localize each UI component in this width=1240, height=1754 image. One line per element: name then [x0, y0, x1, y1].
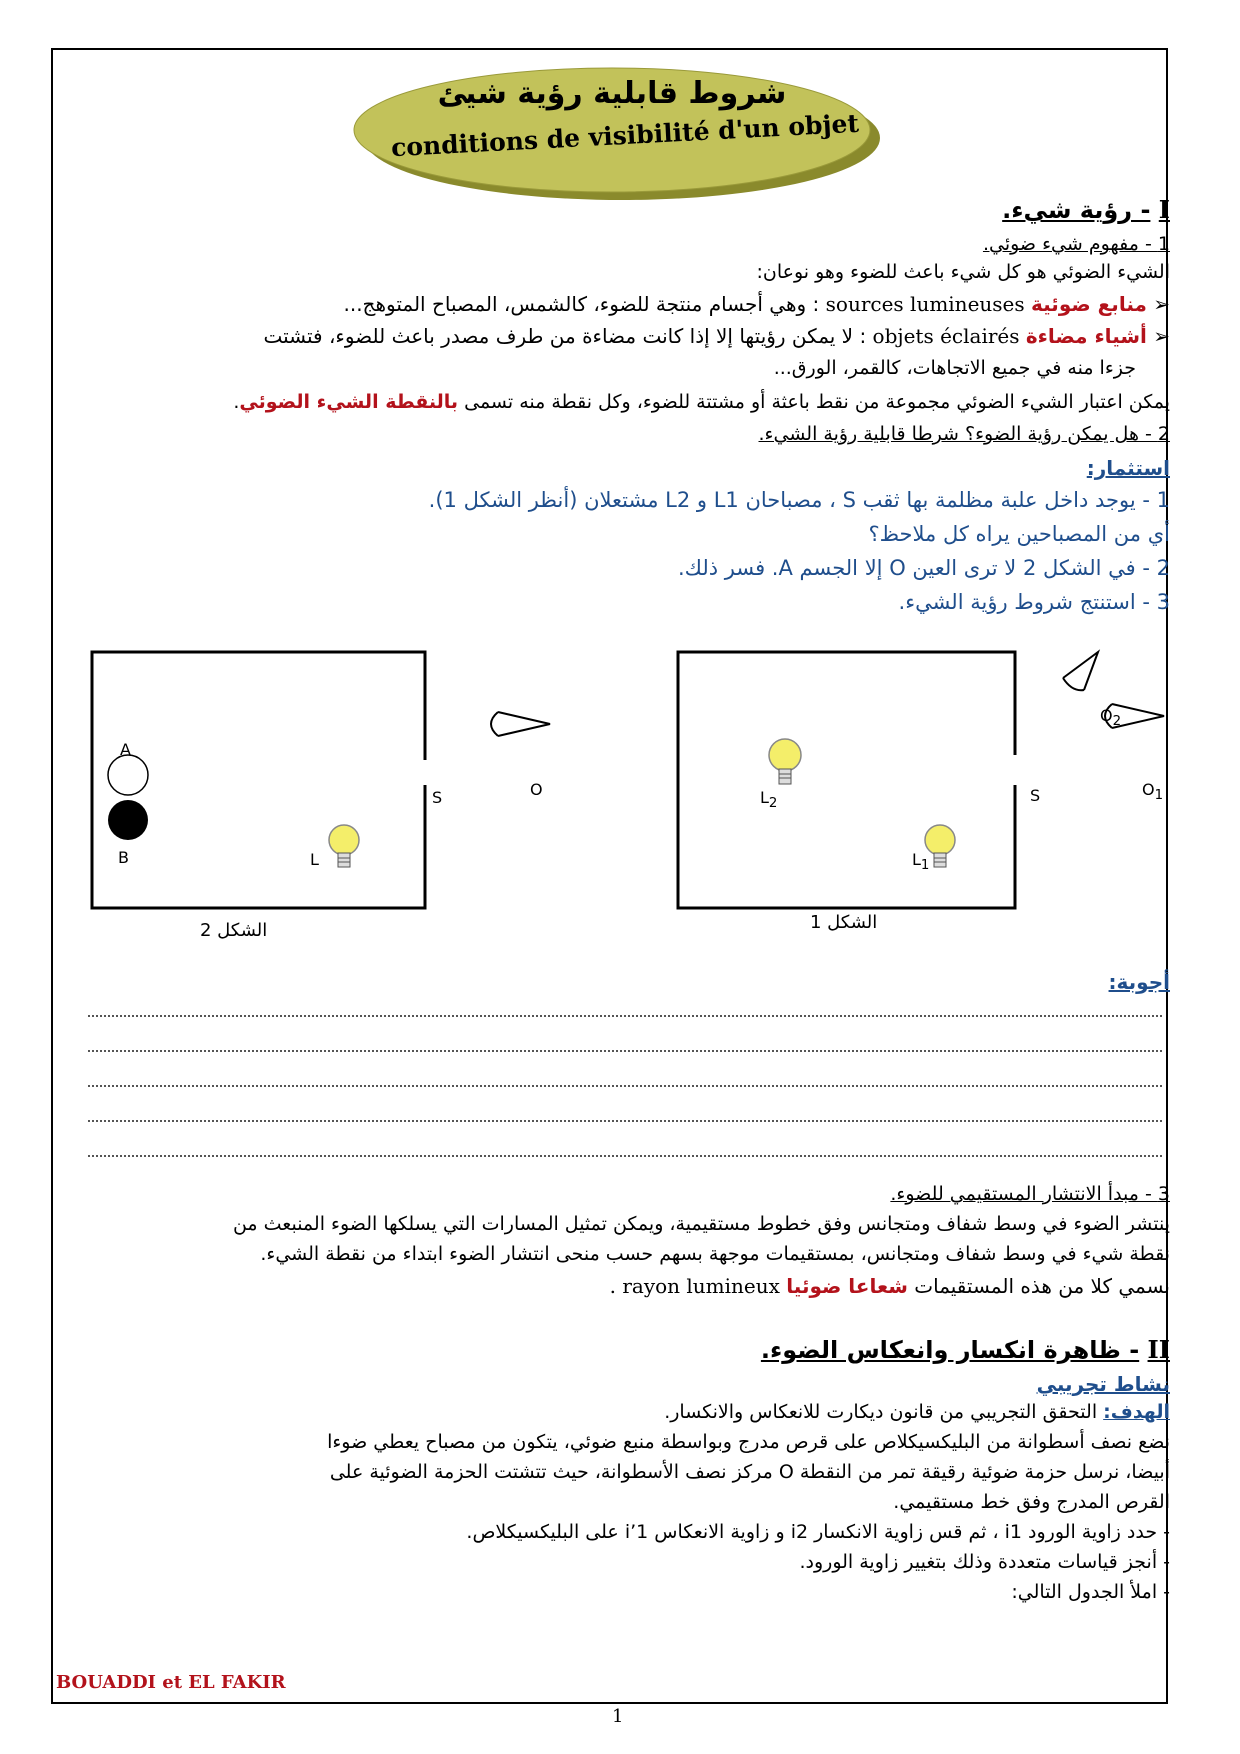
- eye-o2-icon: [1063, 652, 1098, 690]
- label-l2-sub: 2: [768, 796, 778, 812]
- term-objects-fr: objets éclairés: [872, 324, 1020, 348]
- label-b: B: [118, 848, 129, 867]
- label-a: A: [120, 740, 131, 759]
- answer-line[interactable]: [88, 1155, 1162, 1157]
- term-sources-fr: sources lumineuses: [825, 292, 1025, 316]
- label-o2-main: O: [1100, 706, 1113, 725]
- section1-title: - رؤية شيء.: [1002, 196, 1151, 224]
- label-l1-sub: 1: [920, 858, 930, 874]
- answer-line[interactable]: [88, 1015, 1162, 1017]
- ray-term-ar: شعاعا ضوئيا: [786, 1274, 908, 1298]
- point-text: يمكن اعتبار الشيء الضوئي مجموعة من نقط باعثة أو مشتتة للضوء، وكل نقطة منه تسمى: [464, 391, 1170, 413]
- definition-text: الشيء الضوئي هو كل شيء باعث للضوء وهو نوعان:: [756, 261, 1170, 283]
- arrow-bullet-icon: ➢: [1146, 324, 1170, 348]
- question-2: 2 - في الشكل 2 لا ترى العين O إلا الجسم A. فسر ذلك.: [677, 556, 1170, 580]
- subheading-3: 3 - مبدأ الانتشار المستقيمي للضوء.: [890, 1183, 1170, 1205]
- sources-desc: : وهي أجسام منتجة للضوء، كالشمس، المصباح المتوهج...: [343, 292, 820, 316]
- section1-number: I: [1158, 195, 1170, 224]
- question-1: 1 - يوجد داخل علبة مظلمة بها ثقب S ، مصباحان L1 و L2 مشتعلان (أنظر الشكل 1).: [428, 488, 1170, 512]
- answer-line[interactable]: [88, 1120, 1162, 1122]
- subheading-1: 1 - مفهوم شيء ضوئي.: [982, 233, 1170, 255]
- propagation-p2: نقطة شيء في وسط شفاف ومتجانس، بمستقيمات موجهة بسهم حسب منحى انتشار الضوء ابتداء من نقطة الشيء.: [260, 1243, 1170, 1265]
- object-a-circle: [108, 755, 148, 795]
- fig2-caption: الشكل 2: [200, 920, 268, 941]
- label-l: L: [310, 850, 319, 869]
- propagation-p1: ينتشر الضوء في وسط شفاف ومتجانس وفق خطوط مستقيمية، ويمكن تمثيل المسارات التي يسلكها الضوء المنبعث من: [232, 1213, 1170, 1235]
- activity-label: نشاط تجريبي: [1036, 1372, 1170, 1396]
- step-1: - حدد زاوية الورود i1 ، ثم قس زاوية الانكسار i2 و زاوية الانعكاس i’1 على البليكسيكلاص.: [466, 1521, 1170, 1543]
- answers-label: أجوبة:: [1108, 970, 1170, 994]
- bullet-sources: [70, 290, 1170, 318]
- label-s-fig1: S: [1030, 786, 1041, 805]
- label-l2: [760, 788, 777, 811]
- label-l1: [912, 850, 929, 873]
- point-paragraph: يمكن اعتبار الشيء الضوئي مجموعة من نقط باعثة أو مشتتة للضوء، وكل نقطة منه تسمى بالنقطة الشيء الضوئي.: [233, 391, 1170, 413]
- term-objects-ar: أشياء مضاءة: [1025, 324, 1147, 348]
- answer-line[interactable]: [88, 1085, 1162, 1087]
- explore-label: استثمار:: [1086, 456, 1170, 480]
- footer-authors: BOUADDI et EL FAKIR: [56, 1672, 286, 1693]
- label-o2: [1100, 706, 1121, 729]
- subheading-2: 2 - هل يمكن رؤية الضوء؟ شرطا قابلية رؤية الشيء.: [758, 423, 1170, 445]
- fig1-box: [678, 652, 1015, 908]
- label-o1-sub: 1: [1154, 788, 1164, 804]
- goal-line: [70, 1398, 1170, 1426]
- question-1b: أي من المصباحين يراه كل ملاحظ؟: [868, 522, 1170, 546]
- answer-line[interactable]: [88, 1050, 1162, 1052]
- object-b-circle: [108, 800, 148, 840]
- objects-desc-cont: جزءا منه في جميع الاتجاهات، كالقمر، الورق...: [773, 357, 1136, 379]
- label-o2-sub: 2: [1112, 714, 1122, 730]
- question-3: 3 - استنتج شروط رؤية الشيء.: [898, 590, 1170, 614]
- eye-o-icon: [491, 712, 550, 736]
- lamp-l-icon: [329, 825, 359, 867]
- lamp-l1-icon: [925, 825, 955, 867]
- section2-title: - ظاهرة انكسار وانعكاس الضوء.: [760, 1336, 1140, 1364]
- step-2: - أنجز قياسات متعددة وذلك بتغيير زاوية الورود.: [799, 1551, 1170, 1573]
- ray-term-fr: rayon lumineux .: [609, 1274, 780, 1298]
- propagation-p3: [70, 1272, 1170, 1300]
- label-s-fig2: S: [432, 788, 443, 807]
- goal-text: التحقق التجريبي من قانون ديكارت للانعكاس والانكسار.: [664, 1401, 1098, 1423]
- activity-p3: القرص المدرج وفق خط مستقيمي.: [893, 1491, 1170, 1513]
- activity-p1: نضع نصف أسطوانة من البليكسيكلاص على قرص مدرج وبواسطة منبع ضوئي، يتكون من مصباح يعطي ضوءا: [327, 1431, 1170, 1453]
- label-l2-main: L: [760, 788, 769, 807]
- bullet-objects: [70, 322, 1170, 350]
- objects-desc: : لا يمكن رؤيتها إلا إذا كانت مضاءة من طرف مصدر باعث للضوء، فتشتت: [263, 324, 867, 348]
- title-french: conditions de visibilité d'un objet: [390, 108, 860, 163]
- arrow-bullet-icon: ➢: [1146, 292, 1170, 316]
- activity-p2: أبيضا، نرسل حزمة ضوئية رقيقة تمر من النقطة O مركز نصف الأسطوانة، حيث تتشتت الحزمة الضوئية على: [329, 1461, 1170, 1483]
- ray-text: نسمي كلا من هذه المستقيمات: [914, 1274, 1170, 1298]
- goal-label: الهدف:: [1103, 1401, 1170, 1423]
- label-l1-main: L: [912, 850, 921, 869]
- point-term: بالنقطة الشيء الضوئي: [239, 391, 459, 413]
- step-3: - املأ الجدول التالي:: [1011, 1581, 1170, 1603]
- title-arabic: شروط قابلية رؤية شيئ: [437, 76, 787, 111]
- lamp-l2-icon: [769, 739, 801, 784]
- figures-area: [80, 640, 1180, 940]
- label-o: O: [530, 780, 543, 799]
- section2-number: II: [1147, 1335, 1170, 1364]
- term-sources-ar: منابع ضوئية: [1031, 292, 1147, 316]
- label-o1-main: O: [1142, 780, 1155, 799]
- section2-heading: [70, 1336, 1170, 1364]
- page-number: 1: [612, 1706, 624, 1727]
- fig1-caption: الشكل 1: [810, 912, 878, 933]
- section1-heading: [70, 196, 1170, 224]
- label-o1: [1142, 780, 1163, 803]
